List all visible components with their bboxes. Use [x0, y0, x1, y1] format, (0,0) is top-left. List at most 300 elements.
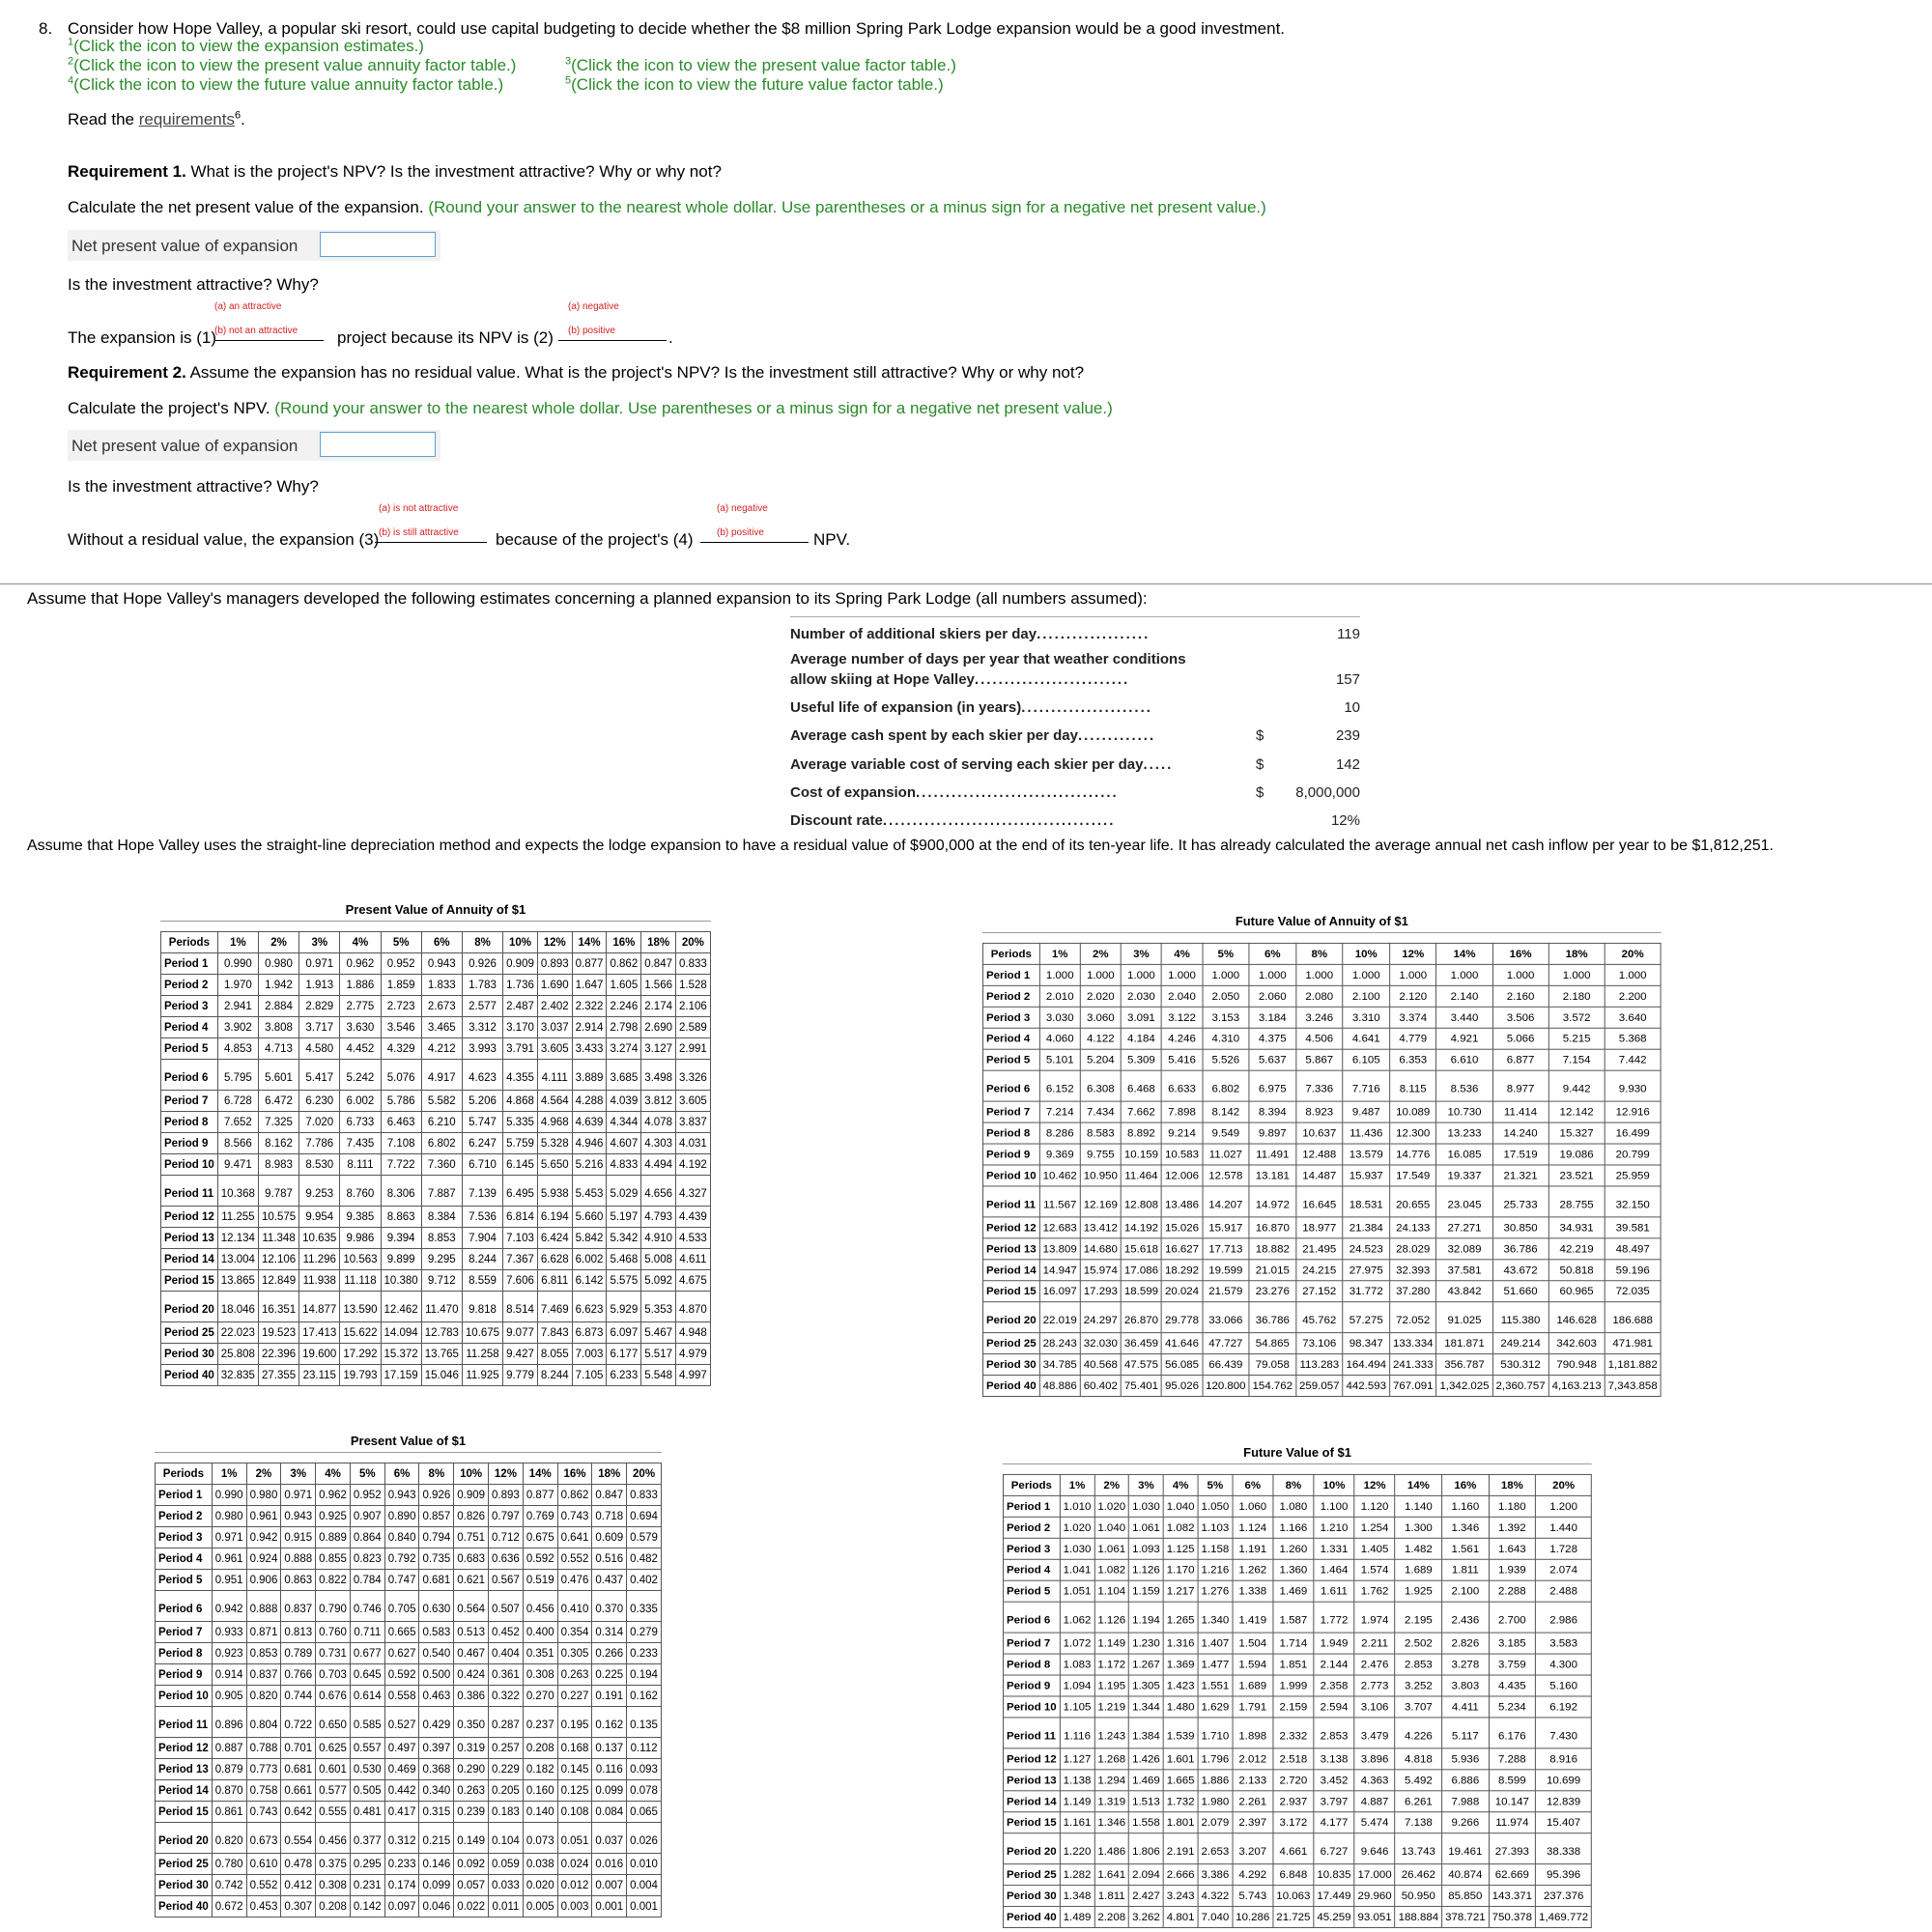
- factor-cell: 0.747: [384, 1570, 419, 1591]
- factor-cell: 4.623: [462, 1060, 502, 1091]
- factor-cell: 13.743: [1395, 1833, 1441, 1864]
- factor-cell: 26.870: [1121, 1302, 1161, 1333]
- table-row: [161, 996, 711, 1017]
- factor-cell: 0.877: [523, 1485, 557, 1506]
- table-row: [156, 1823, 662, 1854]
- factor-cell: 3.433: [572, 1038, 607, 1060]
- factor-cell: 0.952: [381, 953, 421, 975]
- table-row: [982, 1165, 1661, 1186]
- factor-cell: 9.385: [340, 1207, 381, 1228]
- factor-cell: 13.486: [1161, 1186, 1202, 1217]
- factor-cell: 6.472: [258, 1091, 298, 1112]
- factor-cell: 0.125: [557, 1780, 592, 1802]
- factor-cell: 0.463: [419, 1686, 454, 1707]
- factor-cell: 12.134: [217, 1228, 258, 1249]
- factor-cell: 0.497: [384, 1738, 419, 1759]
- factor-cell: 8.863: [381, 1207, 421, 1228]
- factor-cell: 0.554: [281, 1823, 316, 1854]
- column-header: 20%: [1605, 943, 1661, 964]
- period-label: Period 10: [982, 1165, 1039, 1186]
- factor-cell: 7.138: [1395, 1812, 1441, 1833]
- factor-cell: 2.012: [1233, 1748, 1273, 1770]
- factor-cell: 3.808: [258, 1017, 298, 1038]
- factor-cell: 9.295: [421, 1249, 462, 1270]
- factor-cell: 0.016: [592, 1854, 627, 1875]
- factor-cell: 12.169: [1080, 1186, 1121, 1217]
- req2-npv-label: Net present value of expansion: [71, 437, 298, 455]
- column-header: 6%: [1249, 943, 1295, 964]
- pv-annuity-table: [160, 931, 711, 1386]
- factor-cell: 57.275: [1343, 1302, 1389, 1333]
- factor-cell: 7.716: [1343, 1070, 1389, 1101]
- factor-cell: 0.926: [419, 1485, 454, 1506]
- column-header: 16%: [1442, 1474, 1489, 1495]
- factor-cell: 12.849: [258, 1270, 298, 1292]
- factor-cell: 2.826: [1442, 1633, 1489, 1654]
- factor-cell: 3.172: [1273, 1812, 1314, 1833]
- link-pv-annuity-table[interactable]: $^2$(Click the icon to view the present value annuity factor table.): [68, 55, 517, 74]
- factor-cell: 0.162: [592, 1707, 627, 1738]
- factor-cell: 0.636: [489, 1548, 524, 1570]
- factor-cell: 11.938: [299, 1270, 340, 1292]
- factor-cell: 5.575: [607, 1270, 641, 1292]
- factor-cell: 3.091: [1121, 1007, 1161, 1028]
- column-header: 12%: [1354, 1474, 1395, 1495]
- factor-cell: 1.732: [1163, 1791, 1198, 1812]
- factor-cell: 0.266: [592, 1643, 627, 1664]
- factor-cell: 8.599: [1489, 1770, 1535, 1791]
- factor-cell: 56.085: [1161, 1354, 1202, 1376]
- factor-cell: 5.548: [641, 1365, 676, 1386]
- factor-cell: 0.452: [489, 1622, 524, 1643]
- factor-cell: 0.073: [523, 1823, 557, 1854]
- factor-cell: 13.004: [217, 1249, 258, 1270]
- factor-cell: 6.727: [1314, 1833, 1354, 1864]
- factor-cell: 8.394: [1249, 1101, 1295, 1122]
- req1-npv-input[interactable]: [320, 232, 436, 257]
- req2-dropdown-3[interactable]: [375, 541, 487, 543]
- factor-cell: 1.140: [1395, 1495, 1441, 1517]
- factor-cell: 6.176: [1489, 1718, 1535, 1748]
- period-label: Period 11: [982, 1186, 1039, 1217]
- period-label: Period 4: [982, 1028, 1039, 1049]
- factor-cell: 5.066: [1492, 1028, 1548, 1049]
- factor-cell: 133.334: [1390, 1333, 1436, 1354]
- factor-cell: 7,343.858: [1605, 1376, 1661, 1397]
- factor-cell: 7.003: [572, 1344, 607, 1365]
- factor-cell: 0.980: [246, 1485, 281, 1506]
- factor-cell: 1.191: [1233, 1538, 1273, 1559]
- factor-cell: 1.268: [1094, 1748, 1129, 1770]
- period-label: Period 12: [161, 1207, 218, 1228]
- period-label: Period 14: [161, 1249, 218, 1270]
- period-label: Period 2: [982, 985, 1039, 1007]
- factor-cell: 5.160: [1536, 1675, 1592, 1696]
- factor-cell: 0.424: [454, 1664, 489, 1686]
- factor-cell: 7.020: [299, 1112, 340, 1133]
- factor-cell: 0.205: [489, 1780, 524, 1802]
- factor-cell: 1,469.772: [1536, 1907, 1592, 1928]
- factor-cell: 1.736: [503, 975, 538, 996]
- factor-cell: 1.859: [381, 975, 421, 996]
- factor-cell: 2.775: [340, 996, 381, 1017]
- factor-cell: 5.342: [607, 1228, 641, 1249]
- factor-cell: 24.133: [1390, 1217, 1436, 1238]
- factor-cell: 3.310: [1343, 1007, 1389, 1028]
- period-label: Period 20: [982, 1302, 1039, 1333]
- factor-cell: 8.923: [1296, 1101, 1343, 1122]
- factor-cell: 0.314: [592, 1622, 627, 1643]
- factor-cell: 5.416: [1161, 1049, 1202, 1070]
- factor-cell: 1.331: [1314, 1538, 1354, 1559]
- factor-cell: 1.230: [1129, 1633, 1164, 1654]
- factor-cell: 2.853: [1395, 1654, 1441, 1675]
- factor-cell: 17.293: [1080, 1281, 1121, 1302]
- factor-cell: 1.050: [1198, 1495, 1233, 1517]
- factor-cell: 0.625: [316, 1738, 351, 1759]
- req2-dropdown-4[interactable]: [700, 541, 809, 543]
- factor-cell: 1.974: [1354, 1602, 1395, 1633]
- factor-cell: 113.283: [1296, 1354, 1343, 1376]
- factor-cell: 0.766: [281, 1664, 316, 1686]
- factor-cell: 0.907: [350, 1506, 384, 1527]
- factor-cell: 14.877: [299, 1292, 340, 1322]
- link-fv-table[interactable]: $^5$(Click the icon to view the future value factor table.): [565, 74, 944, 94]
- factor-cell: 1.000: [1436, 964, 1492, 985]
- req1-option2-a[interactable]: (a) negative: [568, 301, 619, 312]
- factor-cell: 1.195: [1094, 1675, 1129, 1696]
- factor-cell: 4.656: [641, 1176, 676, 1207]
- factor-cell: 9.787: [258, 1176, 298, 1207]
- factor-cell: 1.942: [258, 975, 298, 996]
- period-label: Period 15: [1003, 1812, 1060, 1833]
- factor-cell: 0.888: [246, 1591, 281, 1622]
- req2-npv-input[interactable]: [320, 432, 436, 457]
- factor-cell: 0.914: [212, 1664, 246, 1686]
- factor-cell: 1.392: [1489, 1517, 1535, 1538]
- factor-cell: 6.886: [1442, 1770, 1489, 1791]
- table-row: [982, 1354, 1661, 1376]
- link-pv-table[interactable]: $^3$(Click the icon to view the present value factor table.): [565, 55, 956, 74]
- factor-cell: 2.120: [1390, 985, 1436, 1007]
- factor-cell: 1.260: [1273, 1538, 1314, 1559]
- factor-cell: 2,360.757: [1492, 1376, 1548, 1397]
- column-header: 18%: [641, 932, 676, 953]
- factor-cell: 9.253: [299, 1176, 340, 1207]
- factor-cell: 0.093: [627, 1759, 662, 1780]
- estimate-row: Useful life of expansion (in years)...................... 10: [790, 699, 1360, 716]
- factor-cell: 2.518: [1273, 1748, 1314, 1770]
- factor-cell: 0.694: [627, 1506, 662, 1527]
- factor-cell: 2.208: [1094, 1907, 1129, 1928]
- table-row: [1003, 1538, 1591, 1559]
- factor-cell: 8.162: [258, 1133, 298, 1154]
- factor-cell: 11.414: [1492, 1101, 1548, 1122]
- factor-cell: 2.723: [381, 996, 421, 1017]
- factor-cell: 0.168: [557, 1738, 592, 1759]
- factor-cell: 5.029: [607, 1176, 641, 1207]
- factor-cell: 2.040: [1161, 985, 1202, 1007]
- factor-cell: 3.060: [1080, 1007, 1121, 1028]
- factor-cell: 0.308: [316, 1875, 351, 1896]
- factor-cell: 18.599: [1121, 1281, 1161, 1302]
- factor-cell: 31.772: [1343, 1281, 1389, 1302]
- factor-cell: 4.310: [1203, 1028, 1249, 1049]
- factor-cell: 9.818: [462, 1292, 502, 1322]
- factor-cell: 6.247: [462, 1133, 502, 1154]
- factor-cell: 4,163.213: [1548, 1376, 1605, 1397]
- req1-option2-b[interactable]: (b) positive: [568, 326, 615, 336]
- factor-cell: 0.108: [557, 1802, 592, 1823]
- table-row: [982, 1144, 1661, 1165]
- req1-option1-a[interactable]: (a) an attractive: [214, 301, 282, 312]
- factor-cell: 0.400: [523, 1622, 557, 1643]
- factor-cell: 50.950: [1395, 1886, 1441, 1907]
- factor-cell: 5.215: [1548, 1028, 1605, 1049]
- factor-cell: 1,181.882: [1605, 1354, 1661, 1376]
- factor-cell: 1.833: [421, 975, 462, 996]
- factor-cell: 1.093: [1129, 1538, 1164, 1559]
- factor-cell: 4.833: [607, 1154, 641, 1176]
- factor-cell: 0.780: [212, 1854, 246, 1875]
- requirements-link[interactable]: requirements: [138, 110, 235, 128]
- factor-cell: 5.076: [381, 1060, 421, 1091]
- factor-cell: 20.655: [1390, 1186, 1436, 1217]
- factor-cell: 14.680: [1080, 1238, 1121, 1260]
- factor-cell: 2.322: [572, 996, 607, 1017]
- factor-cell: 2.427: [1129, 1886, 1164, 1907]
- factor-cell: 4.122: [1080, 1028, 1121, 1049]
- column-header: 2%: [1080, 943, 1121, 964]
- column-header: Periods: [161, 932, 218, 953]
- factor-cell: 4.177: [1314, 1812, 1354, 1833]
- factor-cell: 5.242: [340, 1060, 381, 1091]
- factor-cell: 5.601: [258, 1060, 298, 1091]
- table-row: [156, 1686, 662, 1707]
- factor-cell: 1.000: [1343, 964, 1389, 985]
- req1-why-label: Is the investment attractive? Why?: [68, 275, 319, 294]
- factor-cell: 0.889: [316, 1527, 351, 1548]
- factor-cell: 1.574: [1354, 1559, 1395, 1580]
- factor-cell: 2.986: [1536, 1602, 1592, 1633]
- table-row: [982, 964, 1661, 985]
- factor-cell: 5.747: [462, 1112, 502, 1133]
- factor-cell: 3.717: [299, 1017, 340, 1038]
- factor-cell: 4.039: [607, 1091, 641, 1112]
- factor-cell: 12.578: [1203, 1165, 1249, 1186]
- req1-dropdown-1[interactable]: [215, 339, 324, 341]
- factor-cell: 73.106: [1296, 1333, 1343, 1354]
- factor-cell: 0.361: [489, 1664, 524, 1686]
- factor-cell: 0.743: [246, 1802, 281, 1823]
- factor-cell: 7.887: [421, 1176, 462, 1207]
- factor-cell: 1.558: [1129, 1812, 1164, 1833]
- table-row: [1003, 1675, 1591, 1696]
- factor-cell: 4.793: [641, 1207, 676, 1228]
- factor-cell: 45.259: [1314, 1907, 1354, 1928]
- factor-cell: 8.530: [299, 1154, 340, 1176]
- factor-cell: 1.561: [1442, 1538, 1489, 1559]
- factor-cell: 0.822: [316, 1570, 351, 1591]
- factor-cell: 442.593: [1343, 1376, 1389, 1397]
- table-row: [156, 1854, 662, 1875]
- column-header: Periods: [982, 943, 1039, 964]
- factor-cell: 8.306: [381, 1176, 421, 1207]
- factor-cell: 17.413: [299, 1322, 340, 1344]
- factor-cell: 0.853: [246, 1643, 281, 1664]
- req2-option4-a[interactable]: (a) negative: [717, 503, 768, 514]
- factor-cell: 1.080: [1273, 1495, 1314, 1517]
- factor-cell: 1.160: [1442, 1495, 1489, 1517]
- factor-cell: 0.059: [489, 1854, 524, 1875]
- factor-cell: 4.300: [1536, 1654, 1592, 1675]
- factor-cell: 0.862: [607, 953, 641, 975]
- table-row: [156, 1591, 662, 1622]
- factor-cell: 1.161: [1060, 1812, 1094, 1833]
- factor-cell: 10.699: [1536, 1770, 1592, 1791]
- factor-cell: 27.152: [1296, 1281, 1343, 1302]
- factor-cell: 7.843: [537, 1322, 572, 1344]
- period-label: Period 11: [161, 1176, 218, 1207]
- column-header: 2%: [246, 1463, 281, 1485]
- factor-cell: 8.892: [1121, 1122, 1161, 1144]
- factor-cell: 11.464: [1121, 1165, 1161, 1186]
- period-label: Period 1: [156, 1485, 213, 1506]
- factor-cell: 0.229: [489, 1759, 524, 1780]
- pv-table-title-rule: [155, 1452, 662, 1453]
- req1-option1-b[interactable]: (b) not an attractive: [214, 326, 298, 336]
- period-label: Period 8: [1003, 1654, 1060, 1675]
- factor-cell: 5.092: [641, 1270, 676, 1292]
- table-row: [982, 1238, 1661, 1260]
- column-header: 20%: [1536, 1474, 1592, 1495]
- factor-cell: 72.052: [1390, 1302, 1436, 1333]
- period-label: Period 6: [982, 1070, 1039, 1101]
- factor-cell: 0.319: [454, 1738, 489, 1759]
- factor-cell: 4.288: [572, 1091, 607, 1112]
- period-label: Period 12: [156, 1738, 213, 1759]
- factor-cell: 11.027: [1203, 1144, 1249, 1165]
- factor-cell: 19.793: [340, 1365, 381, 1386]
- link-fv-annuity-table[interactable]: $^4$(Click the icon to view the future value annuity factor table.): [68, 74, 504, 94]
- table-row: [161, 1133, 711, 1154]
- factor-cell: 5.468: [607, 1249, 641, 1270]
- link-expansion-estimates[interactable]: $^1$(Click the icon to view the expansion estimates.): [68, 36, 424, 55]
- factor-cell: 0.010: [627, 1854, 662, 1875]
- req2-option3-a[interactable]: (a) is not attractive: [379, 503, 459, 514]
- factor-cell: 8.514: [503, 1292, 538, 1322]
- factor-cell: 1.172: [1094, 1654, 1129, 1675]
- factor-cell: 3.797: [1314, 1791, 1354, 1812]
- factor-cell: 0.037: [592, 1823, 627, 1854]
- pv-annuity-table-title: Present Value of Annuity of $1: [345, 902, 526, 917]
- factor-cell: 1.605: [607, 975, 641, 996]
- table-row: [982, 1007, 1661, 1028]
- period-label: Period 2: [1003, 1517, 1060, 1538]
- factor-cell: 0.675: [523, 1527, 557, 1548]
- factor-cell: 12.488: [1296, 1144, 1343, 1165]
- factor-cell: 1.629: [1198, 1696, 1233, 1718]
- factor-cell: 1.319: [1094, 1791, 1129, 1812]
- factor-cell: 3.993: [462, 1038, 502, 1060]
- factor-cell: 7.722: [381, 1154, 421, 1176]
- period-label: Period 3: [1003, 1538, 1060, 1559]
- factor-cell: 5.008: [641, 1249, 676, 1270]
- req1-dropdown-2[interactable]: [558, 339, 667, 341]
- column-header: 6%: [384, 1463, 419, 1485]
- factor-cell: 12.006: [1161, 1165, 1202, 1186]
- factor-cell: 1.217: [1163, 1580, 1198, 1602]
- factor-cell: 4.355: [503, 1060, 538, 1091]
- factor-cell: 0.676: [316, 1686, 351, 1707]
- factor-cell: 6.105: [1343, 1049, 1389, 1070]
- factor-cell: 0.630: [419, 1591, 454, 1622]
- factor-cell: 3.262: [1129, 1907, 1164, 1928]
- factor-cell: 2.288: [1489, 1580, 1535, 1602]
- factor-cell: 11.491: [1249, 1144, 1295, 1165]
- factor-cell: 0.760: [316, 1622, 351, 1643]
- req2-sentence-a: Without a residual value, the expansion (3): [68, 530, 380, 549]
- factor-cell: 1.898: [1233, 1718, 1273, 1748]
- period-label: Period 20: [156, 1823, 213, 1854]
- factor-cell: 0.456: [523, 1591, 557, 1622]
- estimate-row: Discount rate....................................... 12%: [790, 812, 1360, 829]
- factor-cell: 1.294: [1094, 1770, 1129, 1791]
- factor-cell: 2.140: [1436, 985, 1492, 1007]
- factor-cell: 7.108: [381, 1133, 421, 1154]
- factor-cell: 1.116: [1060, 1718, 1094, 1748]
- factor-cell: 1.100: [1314, 1495, 1354, 1517]
- table-row: [1003, 1833, 1591, 1864]
- period-label: Period 5: [156, 1570, 213, 1591]
- factor-cell: 1.340: [1198, 1602, 1233, 1633]
- factor-cell: 0.350: [454, 1707, 489, 1738]
- factor-cell: 2.884: [258, 996, 298, 1017]
- factor-cell: 17.292: [340, 1344, 381, 1365]
- table-row: [156, 1896, 662, 1918]
- factor-cell: 0.315: [419, 1802, 454, 1823]
- factor-cell: 5.867: [1296, 1049, 1343, 1070]
- req2-option4-b[interactable]: (b) positive: [717, 527, 764, 538]
- factor-cell: 12.683: [1039, 1217, 1080, 1238]
- factor-cell: 8.244: [462, 1249, 502, 1270]
- factor-cell: 0.500: [419, 1664, 454, 1686]
- factor-cell: 0.225: [592, 1664, 627, 1686]
- table-row: [161, 1292, 711, 1322]
- factor-cell: 1.300: [1395, 1517, 1441, 1538]
- factor-cell: 3.106: [1354, 1696, 1395, 1718]
- factor-cell: 1.851: [1273, 1654, 1314, 1675]
- factor-cell: 4.946: [572, 1133, 607, 1154]
- factor-cell: 4.111: [537, 1060, 572, 1091]
- factor-cell: 1.276: [1198, 1580, 1233, 1602]
- factor-cell: 9.954: [299, 1207, 340, 1228]
- factor-cell: 4.661: [1273, 1833, 1314, 1864]
- factor-cell: 0.840: [384, 1527, 419, 1548]
- factor-cell: 2.773: [1354, 1675, 1395, 1696]
- factor-cell: 0.140: [523, 1802, 557, 1823]
- factor-cell: 4.801: [1163, 1907, 1198, 1928]
- factor-cell: 7.652: [217, 1112, 258, 1133]
- factor-cell: 7.360: [421, 1154, 462, 1176]
- table-row: [982, 1186, 1661, 1217]
- column-header: 14%: [523, 1463, 557, 1485]
- factor-cell: 2.853: [1314, 1718, 1354, 1748]
- period-label: Period 14: [982, 1260, 1039, 1281]
- factor-cell: 8.566: [217, 1133, 258, 1154]
- req2-option3-b[interactable]: (b) is still attractive: [379, 527, 459, 538]
- factor-cell: 0.005: [523, 1896, 557, 1918]
